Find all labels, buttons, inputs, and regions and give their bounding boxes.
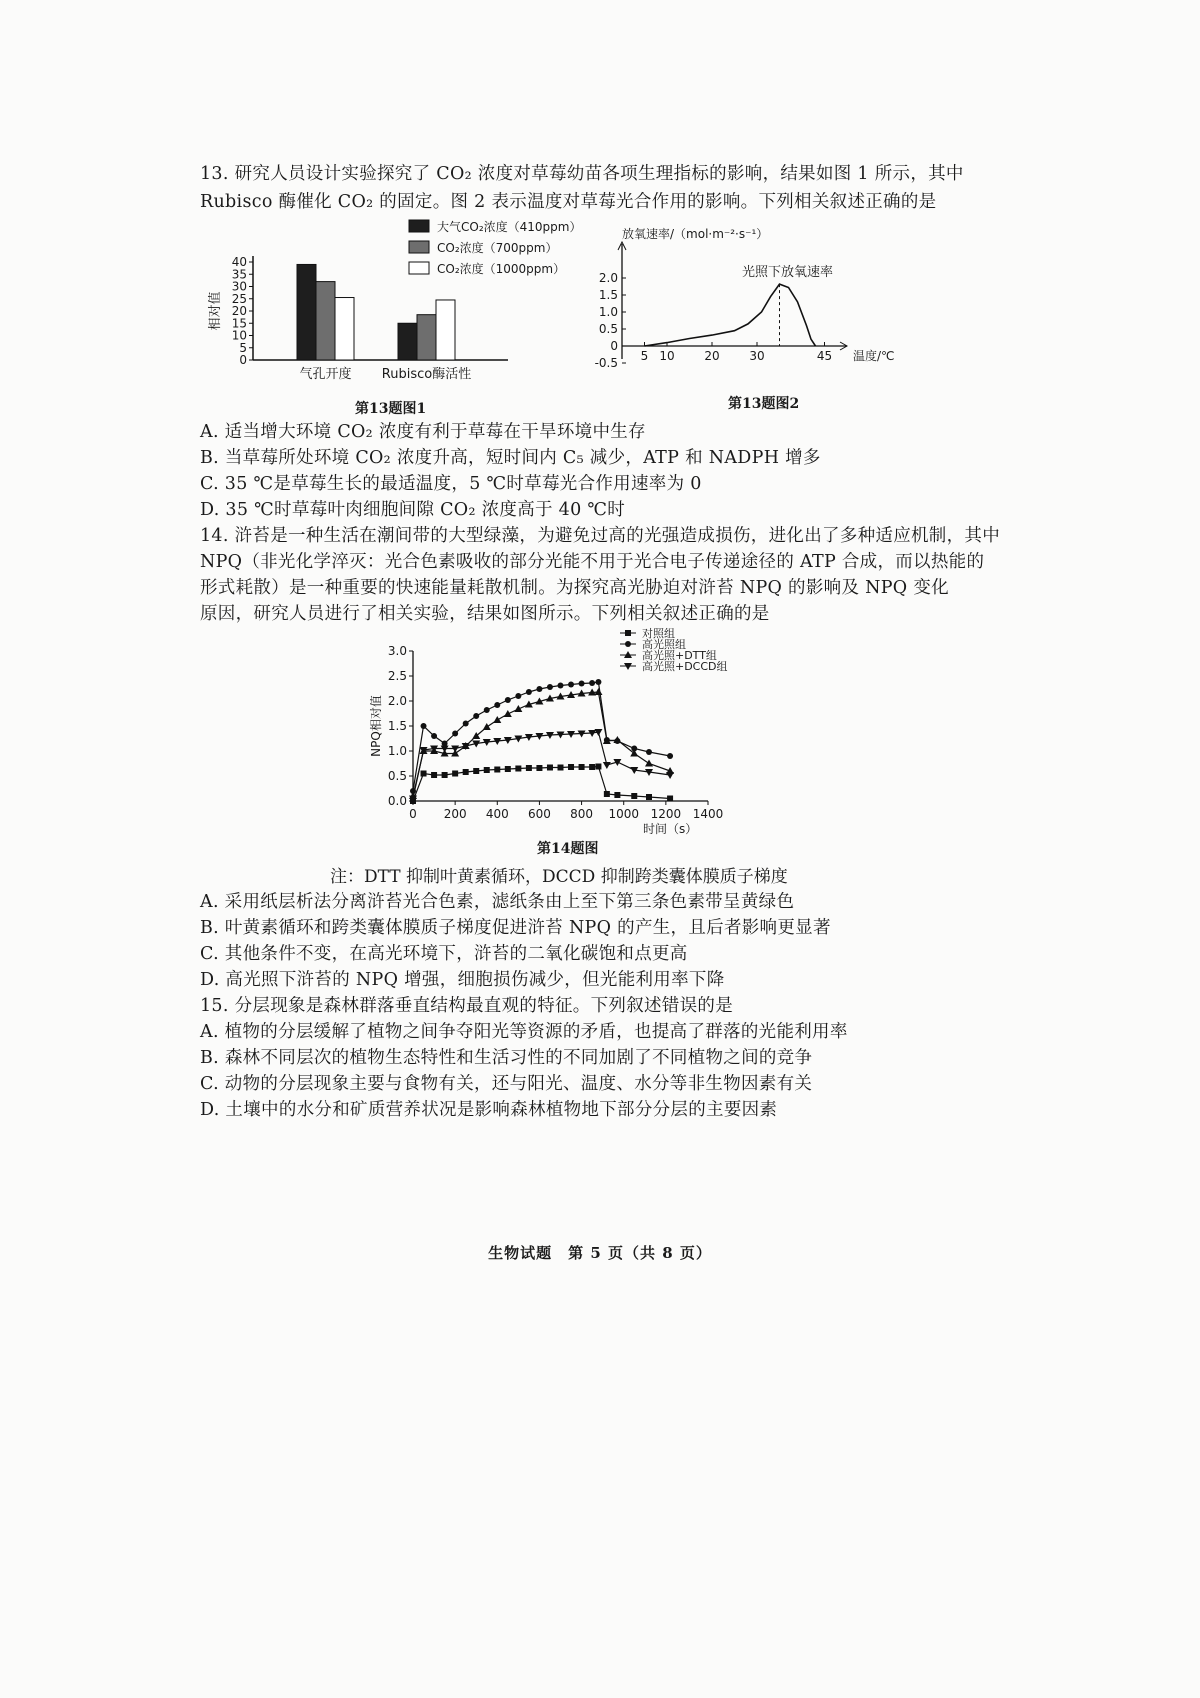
curve-annotation: 光照下放氧速率 [741, 265, 834, 280]
data-point [515, 693, 521, 699]
bar [398, 323, 417, 360]
q13-figure-1-bar-chart [205, 218, 605, 393]
data-point [604, 791, 610, 797]
data-point [579, 764, 585, 770]
y-axis-label: 相对值 [208, 291, 223, 331]
bar [436, 300, 455, 360]
data-point [646, 794, 652, 800]
data-point [536, 765, 542, 771]
data-point [504, 710, 512, 717]
y-tick-label: 1.0 [598, 305, 618, 319]
data-point [463, 769, 469, 775]
legend-label: 大气CO₂浓度（410ppm） [437, 220, 582, 234]
data-point [595, 679, 601, 685]
data-point [505, 766, 511, 772]
q13-figure-2-caption: 第13题图2 [728, 396, 800, 412]
y-tick-label: 2.5 [387, 669, 407, 683]
data-point [505, 697, 511, 703]
data-point [547, 765, 553, 771]
data-point [431, 733, 437, 739]
q15-stem-line-1: 15. 分层现象是森林群落垂直结构最直观的特征。下列叙述错误的是 [200, 996, 733, 1016]
q15-option-c: C. 动物的分层现象主要与食物有关，还与阳光、温度、水分等非生物因素有关 [200, 1074, 813, 1094]
q13-option-c: C. 35 ℃是草莓生长的最适温度，5 ℃时草莓光合作用速率为 0 [200, 474, 702, 494]
series-line-1 [413, 682, 670, 791]
y-axis-label: NPQ相对值 [369, 695, 383, 757]
series-line-2 [413, 692, 670, 796]
q13-stem-line-1: 13. 研究人员设计实验探究了 CO₂ 浓度对草莓幼苗各项生理指标的影响，结果如图 1 所示，其中 [200, 164, 964, 184]
y-axis-label: 放氧速率/（mol·m⁻²·s⁻¹） [622, 227, 769, 241]
y-tick-label: 3.0 [387, 644, 407, 658]
q14-option-d: D. 高光照下浒苔的 NPQ 增强，细胞损伤减少，但光能利用率下降 [200, 970, 725, 990]
legend-label: CO₂浓度（1000ppm） [437, 262, 566, 276]
data-point [613, 736, 621, 743]
q15-option-d: D. 土壤中的水分和矿质营养状况是影响森林植物地下部分分层的主要因素 [200, 1100, 778, 1120]
y-tick-label: 1.0 [387, 744, 407, 758]
bar [417, 315, 436, 360]
legend-label: 对照组 [642, 627, 675, 640]
x-tick-label: 10 [659, 349, 675, 363]
x-tick-label: 30 [749, 349, 765, 363]
data-point [473, 768, 479, 774]
q13-stem-line-2: Rubisco 酶催化 CO₂ 的固定。图 2 表示温度对草莓光合作用的影响。下列相关叙述正确的是 [200, 192, 937, 212]
data-point [493, 716, 501, 723]
x-tick-label: 800 [570, 807, 594, 821]
y-tick-label: 40 [231, 255, 247, 269]
legend-swatch [409, 241, 429, 253]
page-footer: 生物试题 第 5 页（共 8 页） [488, 1244, 712, 1262]
data-point [514, 705, 522, 712]
data-point [484, 767, 490, 773]
q14-option-c: C. 其他条件不变，在高光环境下，浒苔的二氧化碳饱和点更高 [200, 944, 688, 964]
data-point [421, 771, 427, 777]
bar [316, 282, 335, 360]
x-category-label: Rubisco酶活性 [381, 367, 472, 382]
q14-stem-line-1: 14. 浒苔是一种生活在潮间带的大型绿藻，为避免过高的光强造成损伤，进化出了多种适应机制，其中 [200, 526, 1000, 546]
data-point [594, 688, 602, 695]
data-point [526, 765, 532, 771]
legend-swatch [409, 262, 429, 274]
x-tick-label: 1400 [692, 807, 724, 821]
data-point [452, 771, 458, 777]
x-tick-label: 45 [816, 349, 833, 363]
x-tick-label: 5 [640, 349, 649, 363]
y-tick-label: 0.5 [598, 322, 618, 336]
y-tick-label: 0 [610, 339, 618, 353]
legend-label: CO₂浓度（700ppm） [437, 241, 558, 255]
data-point [442, 772, 448, 778]
data-point [631, 793, 637, 799]
q14-stem-line-3: 形式耗散）是一种重要的快速能量耗散机制。为探究高光胁迫对浒苔 NPQ 的影响及 NPQ 变化 [200, 578, 949, 598]
y-tick-label: 20 [231, 304, 247, 318]
data-point [603, 762, 611, 769]
data-point [494, 702, 500, 708]
data-point [667, 796, 673, 802]
q13-option-d: D. 35 ℃时草莓叶肉细胞间隙 CO₂ 浓度高于 40 ℃时 [200, 500, 626, 520]
data-point [494, 767, 500, 773]
data-point [463, 721, 469, 727]
x-tick-label: 400 [485, 807, 509, 821]
data-point [568, 764, 574, 770]
y-tick-label: 35 [231, 267, 247, 282]
data-point [483, 723, 491, 730]
data-point [589, 764, 595, 770]
data-point [579, 681, 585, 687]
data-point [484, 707, 490, 713]
bar [297, 264, 316, 360]
y-tick-label: 0 [239, 353, 247, 367]
y-tick-label: 30 [231, 279, 247, 294]
x-axis-label: 温度/℃ [853, 349, 895, 363]
x-tick-label: 20 [704, 349, 720, 363]
data-point [547, 684, 553, 690]
data-point [558, 683, 564, 689]
data-point [536, 686, 542, 692]
q14-figure-note: 注：DTT 抑制叶黄素循环，DCCD 抑制跨类囊体膜质子梯度 [330, 867, 788, 887]
data-point [473, 713, 479, 719]
x-axis-label: 时间（s） [642, 822, 698, 836]
q15-option-a: A. 植物的分层缓解了植物之间争夺阳光等资源的矛盾，也提高了群落的光能利用率 [200, 1022, 848, 1042]
y-tick-label: 15 [231, 316, 247, 331]
q13-option-a: A. 适当增大环境 CO₂ 浓度有利于草莓在干旱环境中生存 [200, 422, 646, 442]
legend-label: 高光照+DCCD组 [642, 660, 728, 673]
data-point [568, 682, 574, 688]
legend-label: 高光照组 [642, 638, 686, 651]
data-point [431, 772, 437, 778]
x-tick-label: 1000 [608, 807, 639, 821]
q14-stem-line-4: 原因，研究人员进行了相关实验，结果如图所示。下列相关叙述正确的是 [200, 604, 770, 624]
data-point [614, 792, 620, 798]
data-point [515, 766, 521, 772]
y-tick-label: -0.5 [594, 356, 618, 370]
data-point [646, 749, 652, 755]
data-point [595, 764, 601, 770]
y-tick-label: 0.0 [387, 794, 407, 808]
q14-option-b: B. 叶黄素循环和跨类囊体膜质子梯度促进浒苔 NPQ 的产生，且后者影响更显著 [200, 918, 831, 938]
q14-stem-line-2: NPQ（非光化学淬灭：光合色素吸收的部分光能不用于光合电子传递途径的 ATP 合成，而以热能的 [200, 552, 985, 572]
y-tick-label: 0.5 [387, 769, 407, 783]
data-point [666, 772, 674, 779]
q14-figure-caption: 第14题图 [537, 841, 599, 857]
bar [335, 298, 354, 360]
data-point [421, 723, 427, 729]
x-tick-label: 1200 [650, 807, 682, 821]
x-tick-label: 200 [443, 807, 467, 821]
data-point [645, 760, 653, 767]
legend-marker [625, 641, 631, 647]
q14-npq-line-chart [370, 625, 790, 840]
x-tick-label: 600 [527, 807, 551, 821]
y-tick-label: 2.0 [387, 694, 407, 708]
q14-option-a: A. 采用纸层析法分离浒苔光合色素，滤纸条由上至下第三条色素带呈黄绿色 [200, 892, 795, 912]
x-category-label: 气孔开度 [299, 367, 352, 382]
legend-label: 高光照+DTT组 [642, 649, 717, 662]
data-point [589, 680, 595, 686]
legend-marker [625, 630, 631, 636]
data-point [667, 753, 673, 759]
q13-figure-2-line-chart [594, 227, 920, 388]
y-tick-label: 2.0 [598, 271, 618, 285]
q13-figure-1-caption: 第13题图1 [355, 401, 427, 417]
q13-option-b: B. 当草莓所处环境 CO₂ 浓度升高，短时间内 C₅ 减少，ATP 和 NADPH 增多 [200, 448, 821, 468]
q15-option-b: B. 森林不同层次的植物生态特性和生活习性的不同加剧了不同植物之间的竞争 [200, 1048, 813, 1068]
data-point [526, 689, 532, 695]
data-point [558, 765, 564, 771]
series-line-oxygen-release [645, 284, 816, 346]
y-tick-label: 25 [231, 291, 247, 306]
y-tick-label: 1.5 [598, 288, 618, 302]
y-tick-label: 1.5 [387, 719, 407, 733]
y-tick-label: 5 [239, 340, 247, 355]
y-tick-label: 10 [231, 328, 247, 343]
data-point [452, 731, 458, 737]
x-tick-label: 0 [409, 807, 417, 821]
legend-swatch [409, 220, 429, 232]
